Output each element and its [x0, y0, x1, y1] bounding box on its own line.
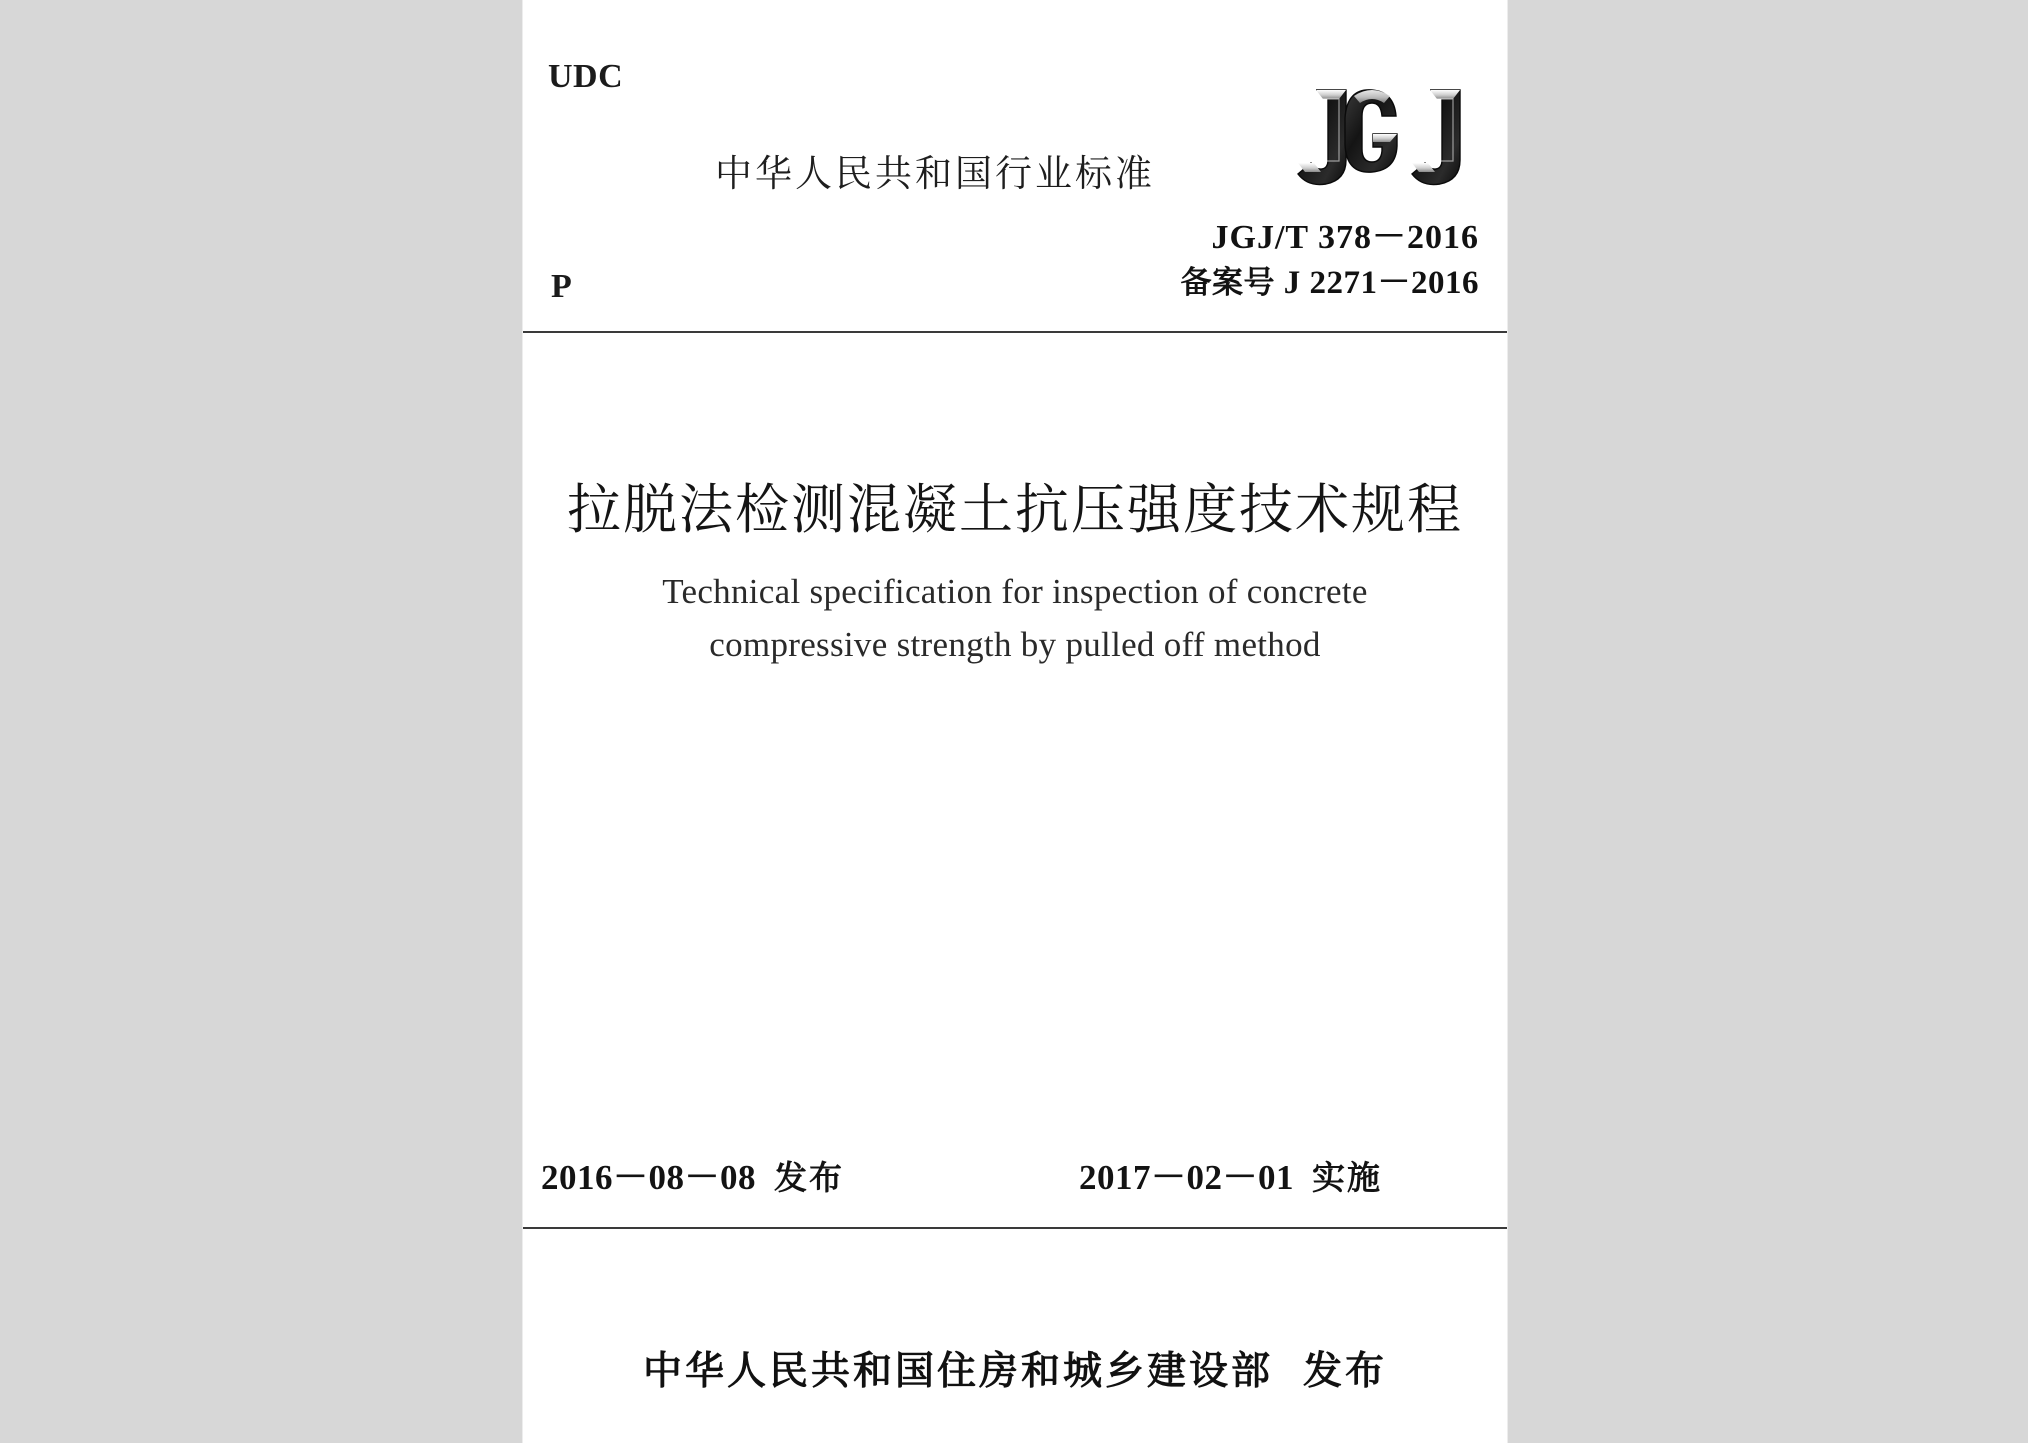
jgj-logo — [1280, 72, 1480, 202]
document-page — [523, 0, 1507, 1443]
title-english-line-2: compressive strength by pulled off method — [709, 625, 1321, 665]
publisher-verb: 发布 — [1303, 1349, 1388, 1394]
header-divider — [523, 331, 1507, 333]
standard-series-heading: 中华人民共和国行业标准 — [715, 152, 1155, 195]
issue-date: 2016－08－08 — [541, 1158, 757, 1197]
document-title-chinese: 拉脱法检测混凝土抗压强度技术规程 — [567, 478, 1463, 541]
footer-divider — [523, 1227, 1507, 1229]
effective-date-group — [1079, 1150, 1382, 1200]
udc-label: UDC — [548, 58, 624, 95]
classification-mark: P — [551, 268, 572, 305]
standard-number-block — [1181, 216, 1480, 304]
issue-date-group — [541, 1150, 844, 1200]
title-english-line-1: Technical specification for inspection of concrete — [662, 572, 1368, 611]
effective-date: 2017－02－01 — [1079, 1158, 1295, 1197]
record-number-line — [1181, 262, 1480, 304]
publisher-line — [523, 1340, 1507, 1396]
document-title-english — [523, 565, 1507, 671]
issue-verb: 发布 — [774, 1158, 845, 1197]
record-number: J 2271－2016 — [1283, 264, 1479, 301]
standard-number: JGJ/T 378－2016 — [1211, 219, 1479, 256]
record-number-prefix: 备案号 — [1180, 264, 1275, 301]
dates-row — [523, 1150, 1507, 1210]
effective-verb: 实施 — [1312, 1158, 1383, 1197]
publisher-name: 中华人民共和国住房和城乡建设部 — [642, 1349, 1273, 1394]
